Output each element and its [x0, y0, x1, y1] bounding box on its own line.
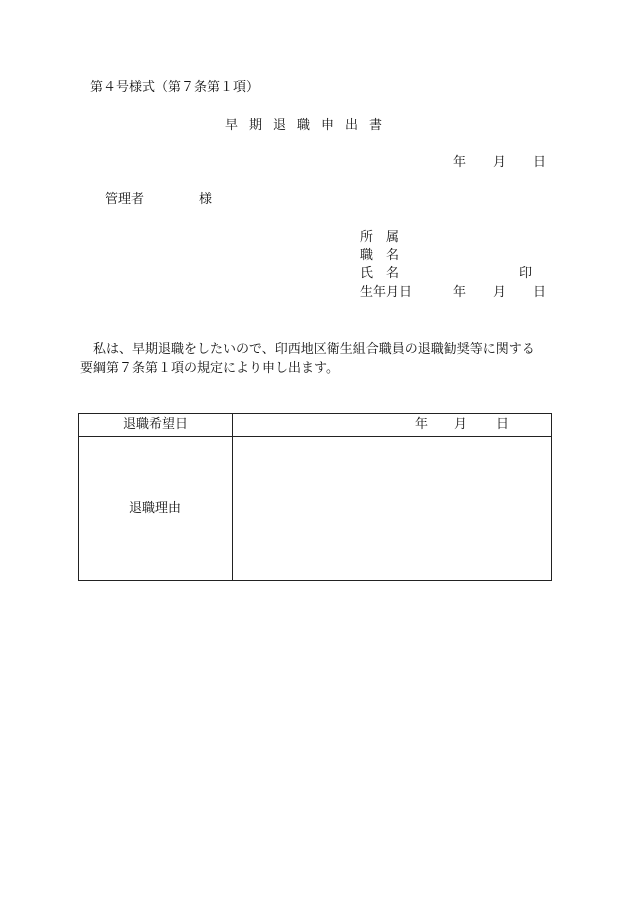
desired-date-year[interactable]: 年 [415, 417, 429, 432]
page-title: 早期退職申出書 [225, 118, 394, 133]
desired-date-month[interactable]: 月 [454, 417, 468, 432]
addressee-honorific: 様 [199, 192, 213, 207]
birth-year-label: 年 [453, 285, 467, 300]
form-number: 第４号様式（第７条第１項） [90, 80, 260, 95]
retirement-reason-label: 退職理由 [129, 501, 182, 516]
position-label: 職 名 [360, 248, 400, 263]
date-day-label: 日 [533, 155, 547, 170]
retirement-reason-field[interactable] [233, 437, 551, 580]
retirement-table [78, 413, 552, 581]
body-text-line-1: 私は、早期退職をしたいので、印西地区衛生組合職員の退職勧奨等に関する [93, 342, 535, 357]
desired-date-day[interactable]: 日 [496, 417, 510, 432]
date-year-label: 年 [453, 155, 467, 170]
body-line-1 [80, 342, 535, 358]
seal-label: 印 [519, 266, 533, 281]
date-month-label: 月 [493, 155, 507, 170]
desired-date-label: 退職希望日 [123, 417, 189, 432]
seal-mark [519, 266, 532, 282]
affiliation-label: 所 属 [360, 230, 400, 245]
addressee-name: 管理者 [105, 192, 145, 207]
birth-day-label: 日 [533, 285, 547, 300]
name-label: 氏 名 [360, 266, 400, 281]
body-line-2: 要綱第７条第１項の規定により申し出ます。 [80, 361, 339, 376]
birth-month-label: 月 [493, 285, 507, 300]
birthdate-label: 生年月日 [360, 285, 413, 300]
